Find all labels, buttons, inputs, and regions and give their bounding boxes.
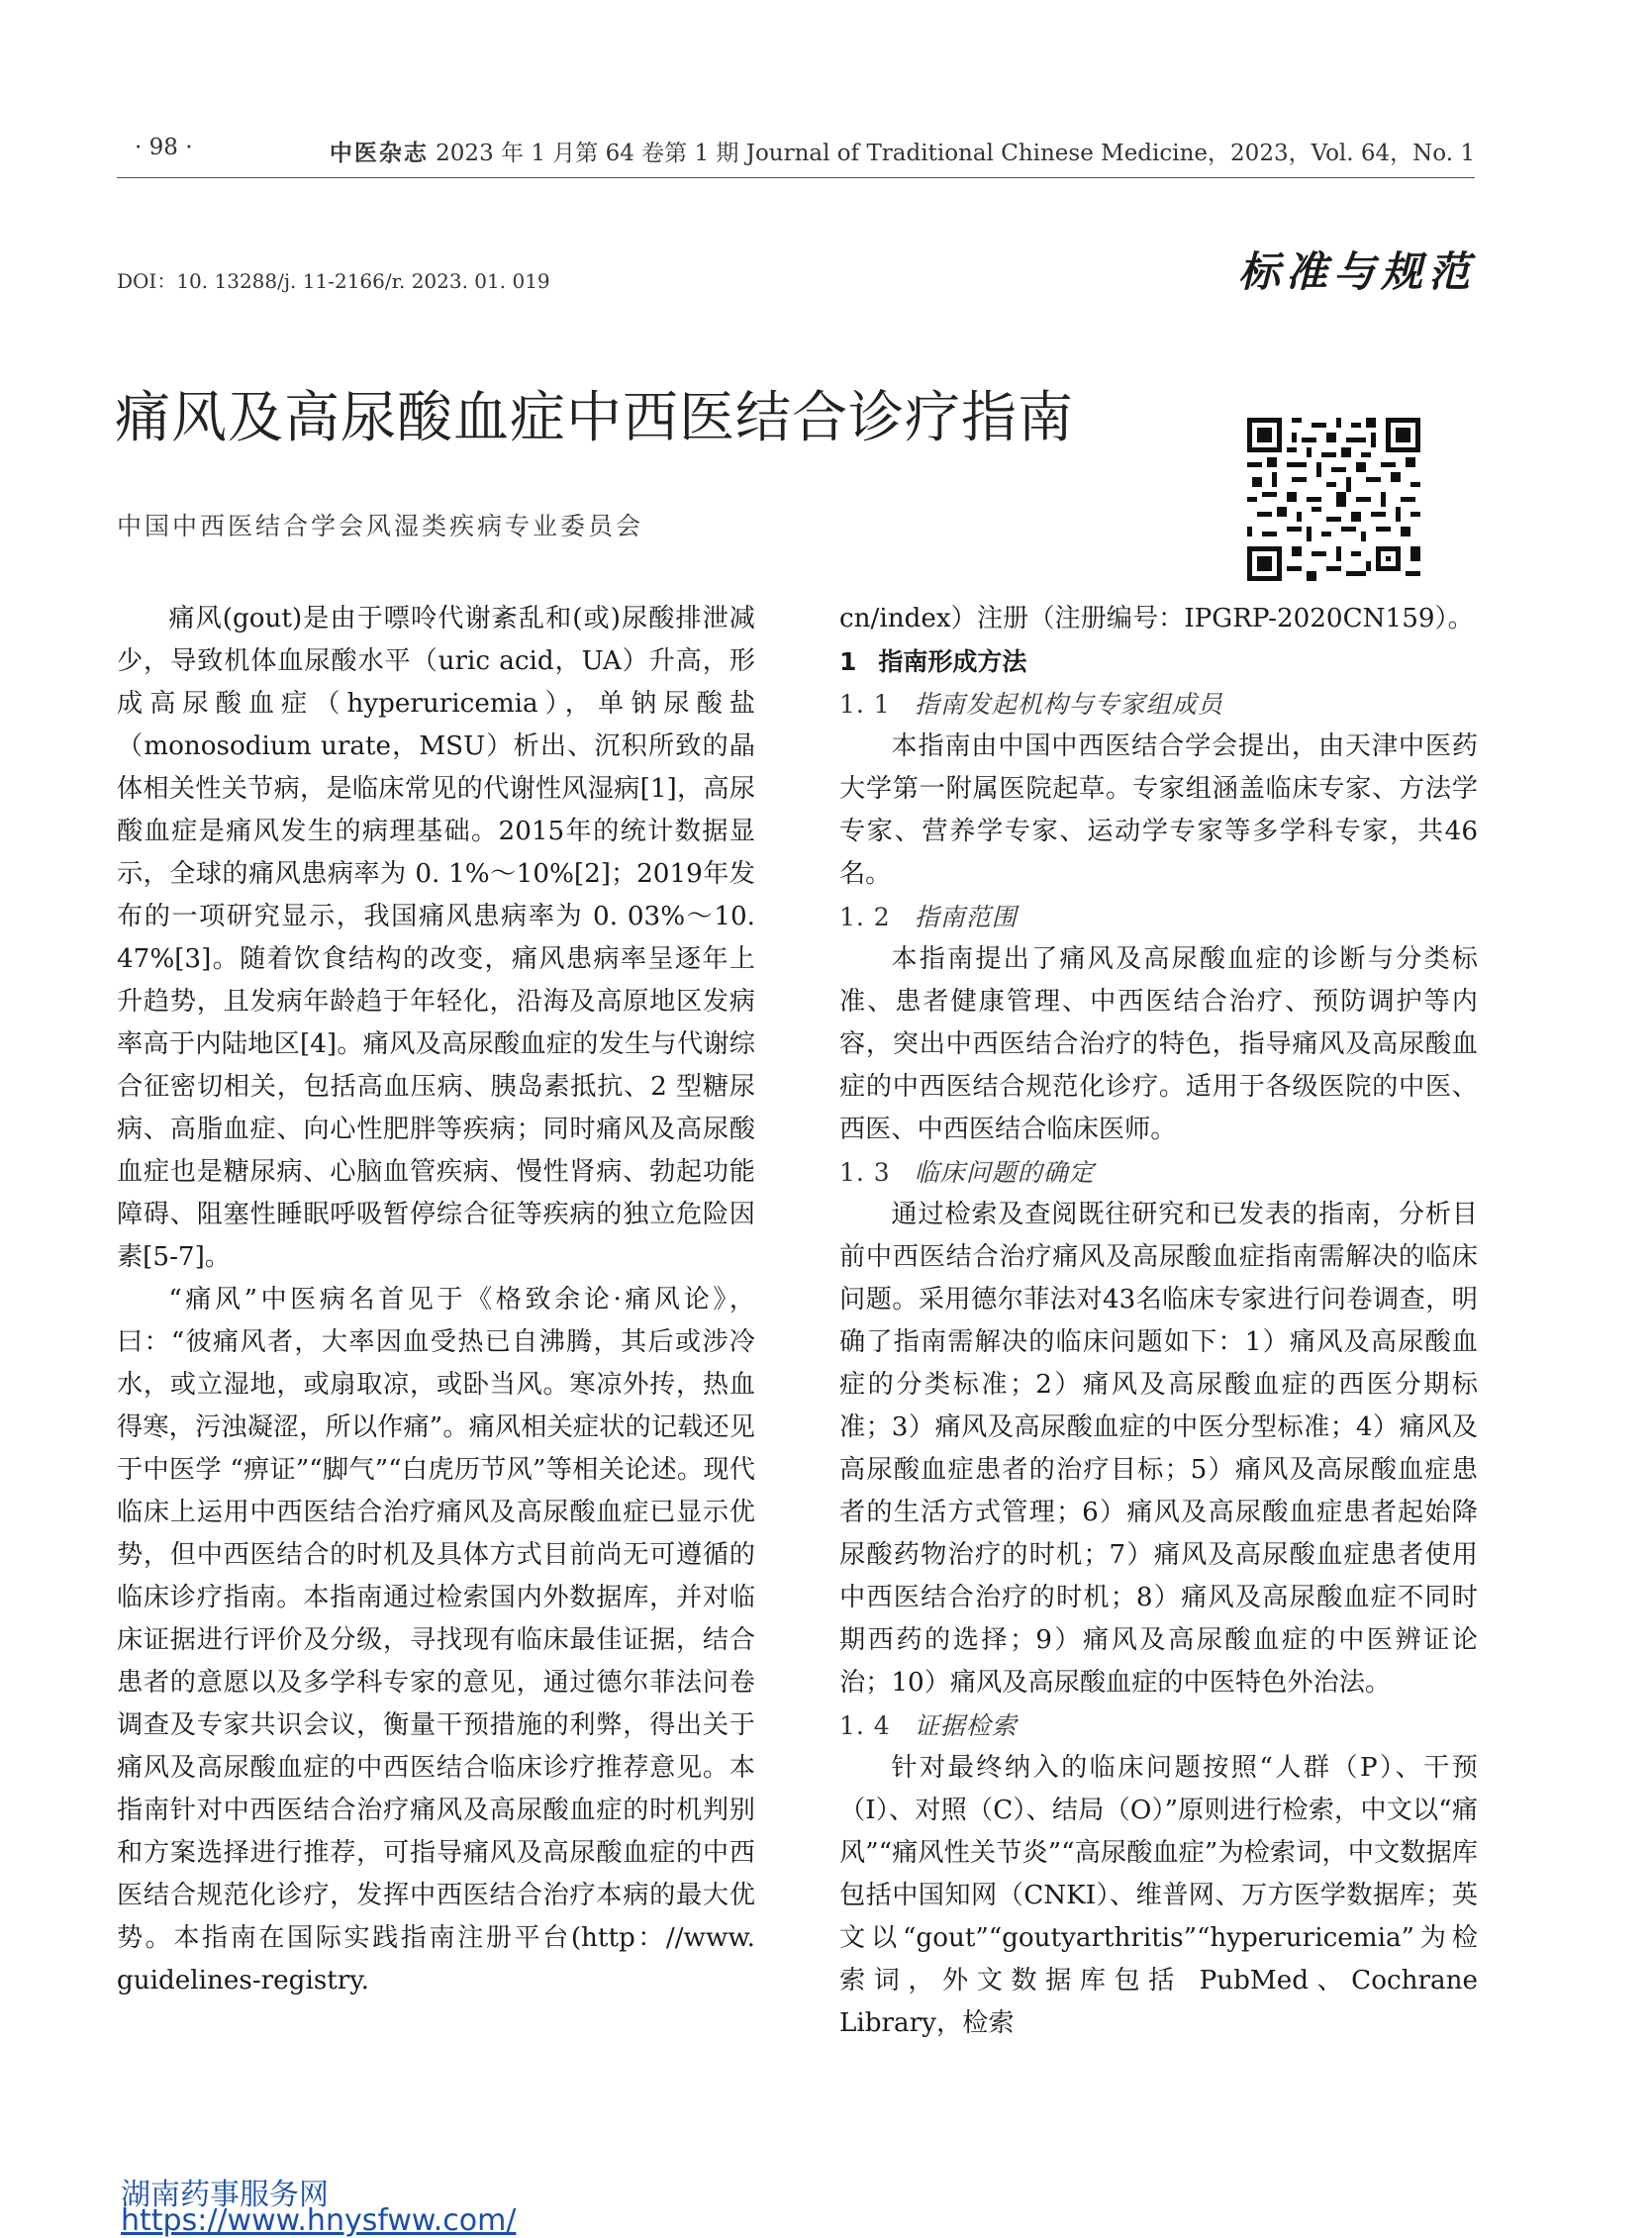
subsection-heading-1-1 xyxy=(839,683,1478,726)
subsection-title: 证据检索 xyxy=(914,1711,1018,1740)
section-title: 指南形成方法 xyxy=(878,647,1027,676)
author-affiliation: 中国中西医结合学会风湿类疾病专业委员会 xyxy=(117,512,644,540)
subsection-title: 临床问题的确定 xyxy=(914,1158,1095,1187)
paragraph-1-3: 通过检索及查阅既往研究和已发表的指南，分析目前中西医结合治疗痛风及高尿酸血症指南需解决的临床问题。采用德尔菲法对43名临床专家进行问卷调查，明确了指南需解决的临床问题如下：1）痛风及高尿酸血症的分类标准；2）痛风及高尿酸血症的西医分期标准；3）痛风及高尿酸血症的中医分型标准；4）痛风及高尿酸血症患者的治疗目标；5）痛风及高尿酸血症患者的生活方式管理；6）痛风及高尿酸血症患者起始降尿酸药物治疗的时机；7）痛风及高尿酸血症患者使用中西医结合治疗的时机；8）痛风及高尿酸血症不同时期西药的选择；9）痛风及高尿酸血症的中医辨证论治；10）痛风及高尿酸血症的中医特色外治法。 xyxy=(839,1200,1478,1698)
subsection-number: 1. 2 xyxy=(839,903,891,931)
paragraph-1-2: 本指南提出了痛风及高尿酸血症的诊断与分类标准、患者健康管理、中西医结合治疗、预防调护等内容，突出中西医结合治疗的特色，指导痛风及高尿酸血症的中西医结合规范化诊疗。适用于各级医院的中医、西医、中西医结合临床医师。 xyxy=(839,944,1478,1144)
subsection-number: 1. 1 xyxy=(839,690,891,719)
paragraph-1-1: 本指南由中国中西医结合学会提出，由天津中医药大学第一附属医院起草。专家组涵盖临床专家、方法学专家、营养学专家、运动学专家等多学科专家，共46名。 xyxy=(839,731,1478,889)
journal-name: 中医杂志 xyxy=(329,140,429,166)
subsection-heading-1-3 xyxy=(839,1151,1478,1194)
subsection-heading-1-2 xyxy=(839,896,1478,938)
subsection-title: 指南范围 xyxy=(914,903,1018,931)
section-tag: 标准与规范 xyxy=(1237,247,1476,296)
tcm-history-paragraph: “痛风”中医病名首见于《格致余论·痛风论》，曰：“彼痛风者，大率因血受热已自沸腾，其后或涉冷水，或立湿地，或扇取凉，或卧当风。寒凉外抟，热血得寒，污浊凝涩，所以作痛”。痛风相关症状的记载还见于中医学 “痹证”“脚气”“白虎历节风”等相关论述。现代临床上运用中西医结合治疗痛风及高尿酸血症已显示优势，但中西医结合的时机及具体方式目前尚无可遵循的临床诊疗指南。本指南通过检索国内外数据库，并对临床证据进行评价及分级，寻找现有临床最佳证据，结合患者的意愿以及多学科专家的意见，通过德尔菲法问卷调查及专家共识会议，衡量干预措施的利弊，得出关于痛风及高尿酸血症的中西医结合临床诊疗推荐意见。本指南针对中西医结合治疗痛风及高尿酸血症的时机判别和方案选择进行推荐，可指导痛风及高尿酸血症的中西医结合规范化诊疗，发挥中西医结合治疗本病的最大优势。本指南在国际实践指南注册平台(http：//www. guidelines-registry. xyxy=(117,1285,755,1995)
continuation-text: cn/index）注册（注册编号：IPGRP-2020CN159）。 xyxy=(839,604,1474,633)
doi: DOI：10. 13288/j. 11-2166/r. 2023. 01. 019 xyxy=(117,269,550,293)
subsection-heading-1-4 xyxy=(839,1704,1478,1747)
left-column xyxy=(117,598,755,2002)
journal-citation xyxy=(330,135,1475,167)
journal-issue: 2023 年 1 月第 64 卷第 1 期 Journal of Traditional Chinese Medicine，2023，Vol. 64，No. 1 xyxy=(428,141,1475,166)
section-number: 1 xyxy=(839,647,857,676)
watermark-site-name: 湖南药事服务网 xyxy=(121,2178,329,2212)
header-divider xyxy=(117,177,1475,178)
intro-paragraph: 痛风(gout)是由于嘌呤代谢紊乱和(或)尿酸排泄减少，导致机体血尿酸水平（uric acid，UA）升高，形成高尿酸血症（hyperuricemia），单钠尿酸盐（monosodium urate，MSU）析出、沉积所致的晶体相关性关节病，是临床常见的代谢性风湿病[1]，高尿酸血症是痛风发生的病理基础。2015年的统计数据显示，全球的痛风患病率为 0. 1%～10%[2]；2019年发布的一项研究显示，我国痛风患病率为 0. 03%～10. 47%[3]。随着饮食结构的改变，痛风患病率呈逐年上升趋势，且发病年龄趋于年轻化，沿海及高原地区发病率高于内陆地区[4]。痛风及高尿酸血症的发生与代谢综合征密切相关，包括高血压病、胰岛素抵抗、2 型糖尿病、高脂血症、向心性肥胖等疾病；同时痛风及高尿酸血症也是糖尿病、心脑血管疾病、慢性肾病、勃起功能障碍、阻塞性睡眠呼吸暂停综合征等疾病的独立危险因素[5-7]。 xyxy=(117,604,755,1272)
article-title: 痛风及高尿酸血症中西医结合诊疗指南 xyxy=(115,385,1074,450)
page-number: · 98 · xyxy=(135,135,193,160)
paragraph-1-4: 针对最终纳入的临床问题按照“人群（P）、干预（I）、对照（C）、结局（O）”原则进行检索，中文以“痛风”“痛风性关节炎”“高尿酸血症”为检索词，中文数据库包括中国知网（CNKI）、维普网、万方医学数据库；英文以“gout”“goutyarthritis”“hyperuricemia”为检索词，外文数据库包括 PubMed、Cochrane Library，检索 xyxy=(839,1753,1478,2038)
subsection-title: 指南发起机构与专家组成员 xyxy=(914,690,1223,719)
right-column xyxy=(839,598,1478,2045)
subsection-number: 1. 3 xyxy=(839,1158,891,1187)
qr-code-icon[interactable] xyxy=(1247,418,1420,581)
qr-code-graphic xyxy=(1247,418,1420,581)
subsection-number: 1. 4 xyxy=(839,1711,891,1740)
section-heading-1 xyxy=(839,640,1478,683)
watermark-site-link[interactable]: https://www.hnysfww.com/ xyxy=(121,2203,517,2238)
